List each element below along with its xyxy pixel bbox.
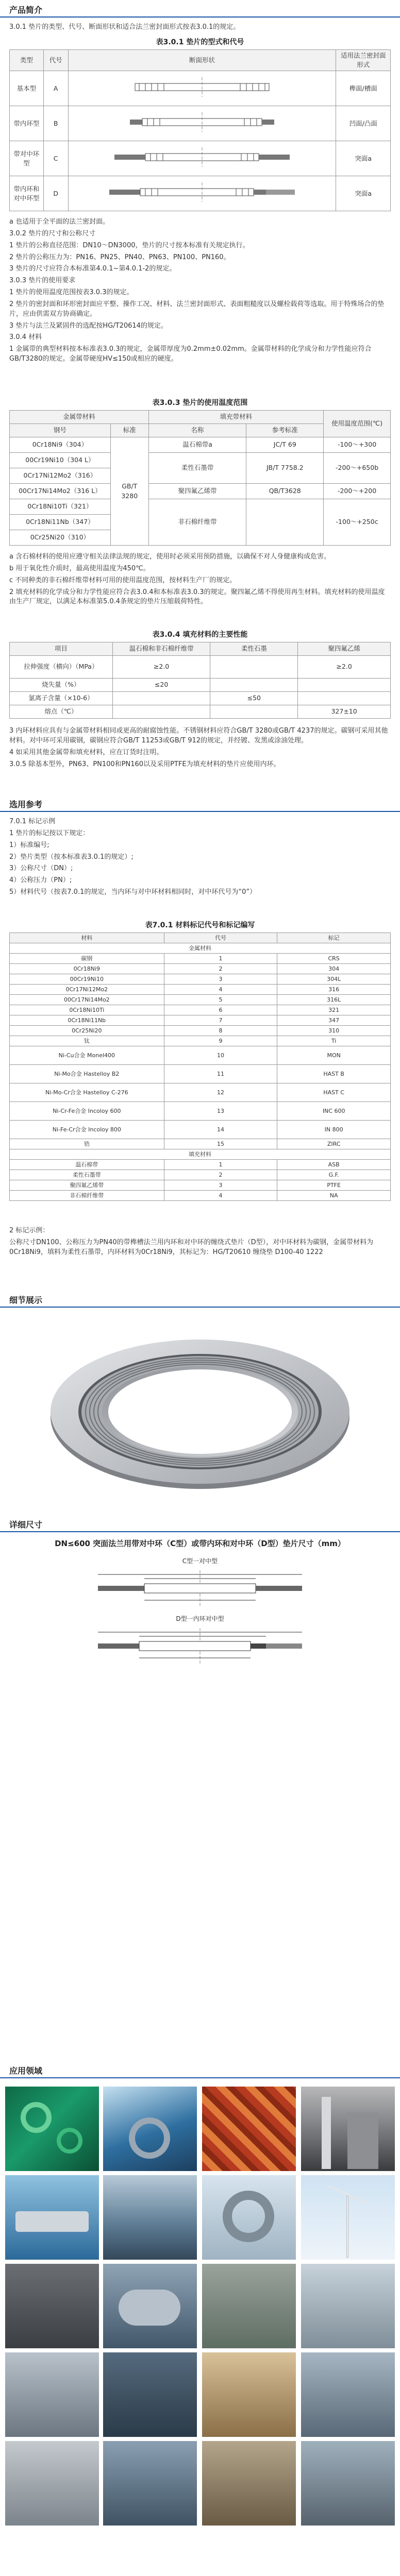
standard-cell: GB/T 3280 xyxy=(110,437,148,546)
application-photo-pipeline xyxy=(103,2352,197,2437)
table-cell xyxy=(210,705,298,719)
range-cell: -100～+250c xyxy=(324,499,391,546)
group-row: 金属材料 xyxy=(10,943,391,954)
table-cell: 1 xyxy=(164,954,277,964)
steel-cell: 00Cr17Ni14Mo2（316 L） xyxy=(10,484,111,499)
notes-table2: a 含石棉材料的使用应遵守相关法律法规的规定，使用时必须采用预防措施，以确保不对人身健康构成危害。 b 用于氧化性介质时，最高使用温度为450℃。 c 不同种类的非石棉纤维带材料可用的使用温度范围，按材料生产厂的规定。 2 填充材料的化学成分和力学性能应符合表3.0.4和本标准表3.0.3的规定。聚四氟乙烯不得使用再生材料。填充材料的使用温度由生产厂规定，以满足本标准第5.0.4条规定的垫片压缩载荷特性。 xyxy=(9,553,385,606)
marking-example: 2 标记示例： 公称尺寸DN100、公称压力为PN40的带榫槽法兰用内环和对中环的缠绕式垫片（D型），对中环材料为碳钢，金属带材料为0Cr18Ni9，填料为柔性石墨带，内环材料为0Cr18Ni9，其标记为：HG/T20610 缠绕垫 D100-40 1222 xyxy=(9,1227,374,1256)
table-cell: ASB xyxy=(277,1160,391,1170)
code-cell: C xyxy=(43,141,68,176)
table-cell: 00Cr19Ni10 xyxy=(10,974,164,985)
face-cell: 榫面/槽面 xyxy=(336,71,391,106)
face-cell: 凹面/凸面 xyxy=(336,106,391,141)
table-header: 温石棉和非石棉纤维带 xyxy=(112,642,210,656)
gasket-b-section-drawing xyxy=(73,109,331,135)
intro-text: 3.0.1 垫片的类型、代号、断面形状和适合法兰密封面形式按表3.0.1的规定。 xyxy=(9,23,240,31)
table-cell: 14 xyxy=(164,1121,277,1139)
application-photo-power-plant xyxy=(301,2264,395,2348)
code-cell: B xyxy=(43,106,68,141)
application-photo-flange xyxy=(202,2175,296,2260)
code-cell: A xyxy=(43,71,68,106)
steel-cell: 0Cr18Ni11Nb（347） xyxy=(10,515,111,530)
table-cell: ≤20 xyxy=(112,679,210,692)
table-cell: ZIRC xyxy=(277,1139,391,1149)
table-cell: 0Cr18Ni9 xyxy=(10,964,164,974)
table-cell: 温石棉带 xyxy=(10,1160,164,1170)
table-cell: 7 xyxy=(164,1015,277,1026)
range-cell: -200～+200 xyxy=(324,484,391,499)
table-cell: 00Cr17Ni14Mo2 xyxy=(10,995,164,1005)
table-cell: INC 600 xyxy=(277,1102,391,1121)
d-type-drawing xyxy=(0,1626,400,1667)
table-cell xyxy=(298,692,391,705)
face-cell: 突面a xyxy=(336,141,391,176)
notes-table3: 3 内环材料应具有与金属带材料相同或更高的耐腐蚀性能。不锈钢材料应符合GB/T 3280或GB/T 4237的规定。碳钢可采用其他材料。对中环可采用碳钢，碳钢应符合GB/T 11253或GB/T 912的规定，并经镀、发黑或涂油处理。 4 如采用其他金属带和填充材料，应在订货时注明。 3.0.5 除基本型外，PN63、PN100和PN160以及采用PTFE为填充材料的垫片应使用内环。 xyxy=(9,727,388,768)
table-cell: 碳钢 xyxy=(10,954,164,964)
table-header: 标记 xyxy=(277,933,391,943)
table-cell: 327±10 xyxy=(298,705,391,719)
c-type-label: C型一对中型 xyxy=(182,1557,218,1565)
table-header: 材料 xyxy=(10,933,164,943)
table-cell: 柔性石墨带 xyxy=(10,1170,164,1180)
spec-text: a 也适用于全平面的法兰密封面。 3.0.2 垫片的尺寸和公称尺寸 1 垫片的公称直径范围：DN10～DN3000，垫片的尺寸按本标准有关规定执行。 2 垫片的公称压力为：PN16、PN25、PN40、PN63、PN100、PN160。 3 垫片的尺寸应符合本标准第4.0.1~第4.0.1-2的规定。 3.0.3 垫片的使用要求 1 垫片的使用温度范围按表3.0.3的规定。 2 垫片的密封面和环形密封面应平整、操作工况、材料、法兰密封面形式、表面粗糙度以及螺栓载荷等选取。用于特殊场合的垫片，应由供需双方协商确定。 3 垫片与法兰及紧固件的选配按HG/T20614的规定。 3.0.4 材料 1 金属带的典型材料按本标准表3.0.3的规定，金属带厚度为0.2mm±0.02mm。金属带材料的化学成分和力学性能应符合GB/T3280的规定。金属带硬度HV≤150或相应的硬度。 xyxy=(9,218,385,363)
table-header: 聚四氟乙烯 xyxy=(298,642,391,656)
application-photo-refinery-valve xyxy=(103,2087,197,2171)
table-cell: 3 xyxy=(164,1180,277,1191)
table-header: 断面形状 xyxy=(68,50,336,71)
table-cell: 3 xyxy=(164,974,277,985)
steel-cell: 0Cr18Ni10Ti（321） xyxy=(10,499,111,515)
application-photo-tank-farm xyxy=(5,2352,99,2437)
section-header-applications: 应用领域 xyxy=(0,2063,400,2078)
table4-caption: 表7.0.1 材料标记代号和标记编写 xyxy=(145,921,255,929)
table-cell: 1 xyxy=(164,1160,277,1170)
table-cell: 2 xyxy=(164,964,277,974)
application-photo-industrial-site xyxy=(103,2175,197,2260)
cross-section-c xyxy=(68,141,336,176)
table-cell: ≥2.0 xyxy=(298,656,391,679)
table-cell: 聚四氟乙烯带 xyxy=(10,1180,164,1191)
table-cell xyxy=(112,692,210,705)
filler-name-cell: 柔性石墨带 xyxy=(148,453,246,484)
c-type-section-svg xyxy=(0,1568,400,1609)
table-cell: 5 xyxy=(164,995,277,1005)
spiral-wound-gasket-image xyxy=(45,1314,355,1499)
table-cell: Ni-Cu合金 Monel400 xyxy=(10,1046,164,1065)
table-cell: 9 xyxy=(164,1036,277,1046)
cross-section-d xyxy=(68,176,336,211)
drawing-title: DN≤600 突面法兰用带对中环（C型）或带内环和对中环（D型）垫片尺寸（mm） xyxy=(55,1539,345,1548)
filler-name-cell: 温石棉带a xyxy=(148,437,246,453)
table-header: 使用温度范围(℃) xyxy=(324,411,391,437)
steel-cell: 0Cr18Ni9（304） xyxy=(10,437,111,453)
table-cell: 0Cr17Ni12Mo2 xyxy=(10,985,164,995)
table-cell: 0Cr18Ni11Nb xyxy=(10,1015,164,1026)
section-header-product-intro: 产品简介 xyxy=(0,2,400,18)
table-cell: ≤50 xyxy=(210,692,298,705)
gasket-d-section-drawing xyxy=(73,179,331,205)
filler-properties-table xyxy=(9,642,391,719)
face-cell: 突面a xyxy=(336,176,391,211)
table-cell: NA xyxy=(277,1191,391,1201)
table-cell xyxy=(298,679,391,692)
type-cell: 带内环和对中环型 xyxy=(10,176,44,211)
table-cell: 4 xyxy=(164,1191,277,1201)
filler-ref-cell: JC/T 69 xyxy=(246,437,324,453)
gasket-c-section-drawing xyxy=(73,144,331,170)
table-header: 金属带材料 xyxy=(10,411,149,424)
table-cell: 6 xyxy=(164,1005,277,1015)
table-cell: 10 xyxy=(164,1046,277,1065)
table-cell xyxy=(210,656,298,679)
table-subheader: 参考标准 xyxy=(246,424,324,437)
table-cell: 4 xyxy=(164,985,277,995)
table-cell: 烧失量（%） xyxy=(10,679,113,692)
table-header: 项目 xyxy=(10,642,113,656)
filler-name-cell: 聚四氟乙烯带 xyxy=(148,484,246,499)
table-header: 代号 xyxy=(164,933,277,943)
table-cell: MON xyxy=(277,1046,391,1065)
table-cell: 12 xyxy=(164,1083,277,1102)
table-cell: 氯离子含量（×10-6） xyxy=(10,692,113,705)
table-header: 类型 xyxy=(10,50,44,71)
table-header: 填充带材料 xyxy=(148,411,323,424)
table-cell: 15 xyxy=(164,1139,277,1149)
steel-cell: 00Cr19Ni10（304 L） xyxy=(10,453,111,468)
section-header-selection: 选用参考 xyxy=(0,796,400,812)
table-cell: 拉伸强度（横向）（MPa） xyxy=(10,656,113,679)
table-cell: Ni-Mo-Cr合金 Hastelloy C-276 xyxy=(10,1083,164,1102)
table2-caption: 表3.0.3 垫片的使用温度范围 xyxy=(152,399,248,407)
table-subheader: 标准 xyxy=(110,424,148,437)
application-photo-refinery-night xyxy=(301,2441,395,2526)
application-photo-pipe-rack xyxy=(202,2087,296,2171)
application-photo-offshore xyxy=(301,2352,395,2437)
d-type-label: D型一内环对中型 xyxy=(176,1615,224,1622)
table-cell: 钛 xyxy=(10,1036,164,1046)
application-photo-valves xyxy=(103,2441,197,2526)
cross-section-a xyxy=(68,71,336,106)
table-cell: 11 xyxy=(164,1065,277,1083)
filler-ref-cell: QB/T3628 xyxy=(246,484,324,499)
range-cell: -100～+300 xyxy=(324,437,391,453)
application-photo-pump-station xyxy=(202,2264,296,2348)
temperature-range-table xyxy=(9,410,391,546)
table-cell: PTFE xyxy=(277,1180,391,1191)
table-cell: 0Cr18Ni10Ti xyxy=(10,1005,164,1015)
table-cell: 304L xyxy=(277,974,391,985)
table-cell xyxy=(210,679,298,692)
table-cell: 8 xyxy=(164,1026,277,1036)
table-cell: 347 xyxy=(277,1015,391,1026)
table-cell: 锆 xyxy=(10,1139,164,1149)
table-cell: 316 xyxy=(277,985,391,995)
table-cell: HAST B xyxy=(277,1065,391,1083)
code-cell: D xyxy=(43,176,68,211)
table-subheader: 名称 xyxy=(148,424,246,437)
application-photo-heat-exchanger xyxy=(103,2264,197,2348)
filler-ref-cell xyxy=(246,499,324,546)
table-cell: 熔点（℃） xyxy=(10,705,113,719)
application-photo-chemical-plant xyxy=(301,2087,395,2171)
type-cell: 基本型 xyxy=(10,71,44,106)
table-cell: Ni-Cr-Fe合金 Incoloy 600 xyxy=(10,1102,164,1121)
filler-ref-cell: JB/T 7758.2 xyxy=(246,453,324,484)
table-cell: G.F. xyxy=(277,1170,391,1180)
application-photo-factory xyxy=(202,2352,296,2437)
table-header: 适用法兰密封面形式 xyxy=(336,50,391,71)
table-cell: 316L xyxy=(277,995,391,1005)
section-header-dimensions: 详细尺寸 xyxy=(0,1517,400,1532)
steel-cell: 0Cr17Ni12Mo2（316） xyxy=(10,468,111,484)
gasket-a-section-drawing xyxy=(73,74,331,100)
type-cell: 带内环型 xyxy=(10,106,44,141)
table-cell: Ni-Fe-Cr合金 Incoloy 800 xyxy=(10,1121,164,1139)
application-photo-gasket-stock xyxy=(5,2441,99,2526)
table-cell: 2 xyxy=(164,1170,277,1180)
material-code-table xyxy=(9,933,391,1201)
type-cell: 带对中环型 xyxy=(10,141,44,176)
table-cell: 13 xyxy=(164,1102,277,1121)
gasket-photo xyxy=(45,1314,355,1499)
table-cell: CRS xyxy=(277,954,391,964)
c-type-drawing xyxy=(0,1568,400,1609)
application-photo-boiler-room xyxy=(5,2264,99,2348)
table-cell: HAST C xyxy=(277,1083,391,1102)
table-cell xyxy=(112,705,210,719)
application-photo-wind-turbines xyxy=(301,2175,395,2260)
group-row: 填充材料 xyxy=(10,1149,391,1160)
application-photo-plant-interior xyxy=(202,2441,296,2526)
table-cell: 304 xyxy=(277,964,391,974)
filler-name-cell: 非石棉纤维带 xyxy=(148,499,246,546)
application-photo-pipes xyxy=(5,2087,99,2171)
d-type-section-svg xyxy=(0,1626,400,1667)
table-cell: 321 xyxy=(277,1005,391,1015)
application-photo-steam-pipe xyxy=(5,2175,99,2260)
table-cell: IN 800 xyxy=(277,1121,391,1139)
table-header: 代号 xyxy=(43,50,68,71)
table-cell: ≥2.0 xyxy=(112,656,210,679)
table1-caption: 表3.0.1 垫片的型式和代号 xyxy=(156,38,244,46)
cross-section-b xyxy=(68,106,336,141)
table-cell: 310 xyxy=(277,1026,391,1036)
table-header: 柔性石墨 xyxy=(210,642,298,656)
table-cell: 0Cr25Ni20 xyxy=(10,1026,164,1036)
table-cell: Ni-Mo合金 Hastelloy B2 xyxy=(10,1065,164,1083)
gasket-type-table xyxy=(9,49,391,211)
table3-caption: 表3.0.4 填充材料的主要性能 xyxy=(152,631,248,639)
marking-rules: 7.0.1 标记示例 1 垫片的标记按以下规定： 1）标准编号; 2）垫片类型（按本标准表3.0.1的规定）; 3）公称尺寸（DN）; 4）公称压力（PN）; 5）材料代号（按表7.0.1的规定，当内环与对中环材料相同时，对中环代号为“0”） xyxy=(9,818,257,896)
section-header-detail: 细节展示 xyxy=(0,1292,400,1308)
steel-cell: 0Cr25Ni20（310） xyxy=(10,530,111,546)
table-cell: Ti xyxy=(277,1036,391,1046)
table-cell: 非石棉纤维带 xyxy=(10,1191,164,1201)
range-cell: -200～+650b xyxy=(324,453,391,484)
table-subheader: 钢号 xyxy=(10,424,111,437)
